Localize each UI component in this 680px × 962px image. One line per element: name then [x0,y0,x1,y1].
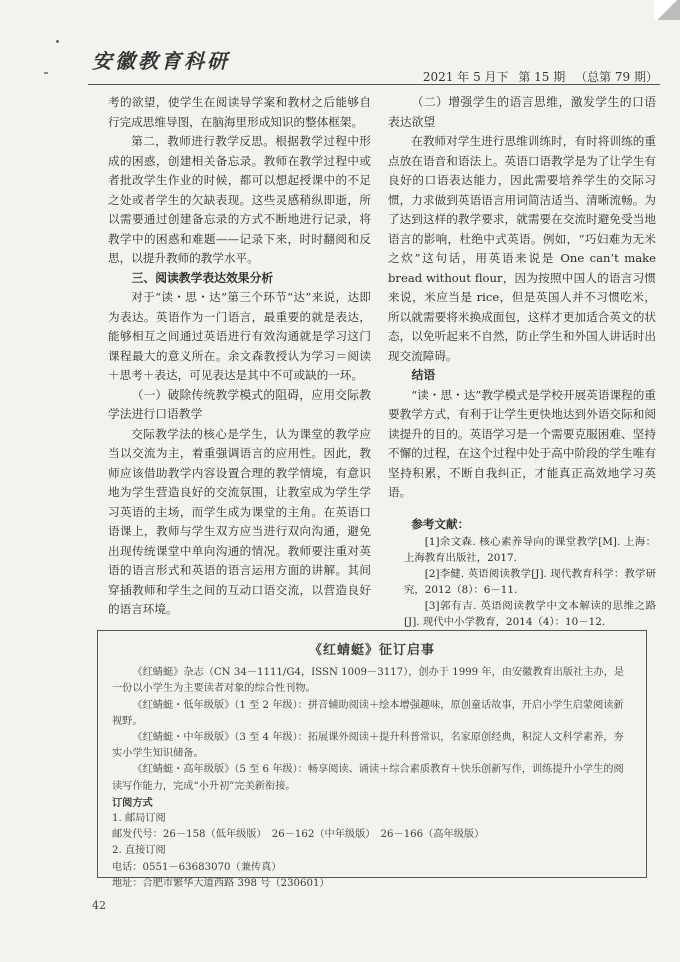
issue-info [417,68,658,85]
scan-speck [44,72,48,74]
order-option: 2. 直接订阅 [112,845,166,857]
subsection-heading: （二）增强学生的语言思维，激发学生的口语表达欲望 [388,95,656,129]
reference-item: [3]郭有吉. 英语阅读教学中文本解读的思维之路[J]. 现代中小学教育，2014（4）：10－12. [404,600,656,628]
postal-codes: 邮发代号：26－158（低年级版） 26－162（中年级版） 26－166（高年级版） [112,829,485,841]
issue-number: 第 15 期 [518,70,566,84]
scan-speck [56,40,59,43]
issue-date: 2021 年 5 月下 [422,70,509,84]
phone-number: 电话：0551－63683070（兼传真） [112,861,282,873]
notice-paragraph: 《红蜻蜓・高年级版》（5 至 6 年级）：畅享阅读、诵读＋综合素质教育＋快乐创新写作，训练提升小学生的阅读写作能力，完成“小升初”完美新衔接。 [112,764,624,792]
issue-total: （总第 79 期） [575,70,658,84]
paragraph: “读・思・达”教学模式是学校开展英语课程的重要教学方式，有利于让学生更快地达到外语交际和阅读提升的目的。英语学习是一个需要克服困难、坚持不懈的过程，在这个过程中处于高中阶段的学生唯有坚持积累，不断自我纠正，才能真正高效地学习英语。 [388,387,656,499]
subsection-heading: （一）破除传统教学模式的阻碍，应用交际教学法进行口语教学 [108,387,371,421]
paragraph: 在教师对学生进行思维训练时，有时将训练的重点放在语音和语法上。英语口语教学是为了让学生有良好的口语表达能力，因此需要培养学生的交际习惯，力求做到英语语言用词简洁适当、清晰流畅。为了达到这样的教学要求，就需要在交流时避免受当地语言的影响，杜绝中式英语。例如，“巧妇难为无米之炊”这句话，用英语来说是 One can’t make bread without flour，因为按照中国人的语言习惯来说，米应当是 rice，但是英国人并不习惯吃米，所以就需要将米换成面包，这样才更加适合英文的状态，以免听起来不自然，防止学生和外国人讲话时出现交流障碍。 [388,134,656,363]
paragraph: 对于“读・思・达”第三个环节“达”来说，达即为表达。英语作为一门语言，最重要的就是表达，能够相互之间通过英语进行有效沟通就是学习这门课程最大的意义所在。余文森教授认为学习＝阅读＋思考＋表达，可见表达是其中不可或缺的一环。 [108,290,371,382]
section-heading: 三、阅读教学表达效果分析 [131,270,274,285]
left-column [108,93,371,620]
journal-title: 安徽教育科研 [92,49,230,73]
references-title: 参考文献： [411,516,470,531]
notice-paragraph: 《红蜻蜓》杂志（CN 34－1111/G4，ISSN 1009－3117），创办于 1999 年，由安徽教育出版社主办，是一份以小学生为主要读者对象的综合性刊物。 [112,667,625,695]
conclusion-heading: 结语 [411,368,436,382]
reference-item: [2]李健. 英语阅读教学[J]. 现代教育科学：教学研究，2012（8）：6－11. [404,568,656,596]
notice-paragraph: 《红蜻蜓・中年级版》（3 至 4 年级）：拓展课外阅读＋提升科普常识，名家原创经典，积淀人文科学素养，夯实小学生知识储备。 [112,732,624,760]
paragraph: 第二，教师进行教学反思。根据教学过程中形成的困惑，创建相关备忘录。教师在教学过程中或者批改学生作业的时候，都可以想起授课中的不足之处或者学生的欠缺表现。这些灵感稍纵即逝，所以需要通过创建备忘录的方式不断地进行记录，将教学中的困惑和难题——记录下来，时时翻阅和反思，以提升教师的教学水平。 [108,134,371,265]
reference-item: [1]余文森. 核心素养导向的课堂教学[M]. 上海：上海教育出版社，2017. [404,536,656,564]
notice-title: 《红蜻蜓》征订启事 [308,643,435,658]
order-option: 1. 邮局订阅 [112,813,166,825]
header-rule [88,84,660,85]
page-corner-fold [654,0,680,20]
right-column [388,93,656,630]
notice-paragraph: 《红蜻蜓・低年级版》（1 至 2 年级）：拼音辅助阅读＋绘本增强趣味，原创童话故事，开启小学生启蒙阅读新视野。 [112,699,624,727]
address: 地址：合肥市繁华大道西路 398 号（230601） [112,877,330,889]
order-method-title: 订阅方式 [112,796,153,809]
page-number: 42 [92,899,106,912]
references [388,515,656,631]
subscription-notice-box [97,630,647,889]
paragraph: 交际教学法的核心是学生，认为课堂的教学应当以交流为主，着重强调语言的应用性。因此，教师应该借助教学内容设置合理的教学情境，有意识地为学生营造良好的交流氛围，让教室成为学生学习英语的主场，而学生成为课堂的主角。在英语口语课上，教师与学生双方应当进行双向沟通，避免出现传统课堂中单向沟通的情况。教师要注重对英语的语言形式和英语的语言运用方面的讲解。其间穿插教师和学生之间的互动口语交流，以营造良好的语言环境。 [108,426,371,616]
paragraph: 考的欲望，使学生在阅读导学案和教材之后能够自行完成思维导图，在脑海里形成知识的整体框架。 [108,95,371,129]
